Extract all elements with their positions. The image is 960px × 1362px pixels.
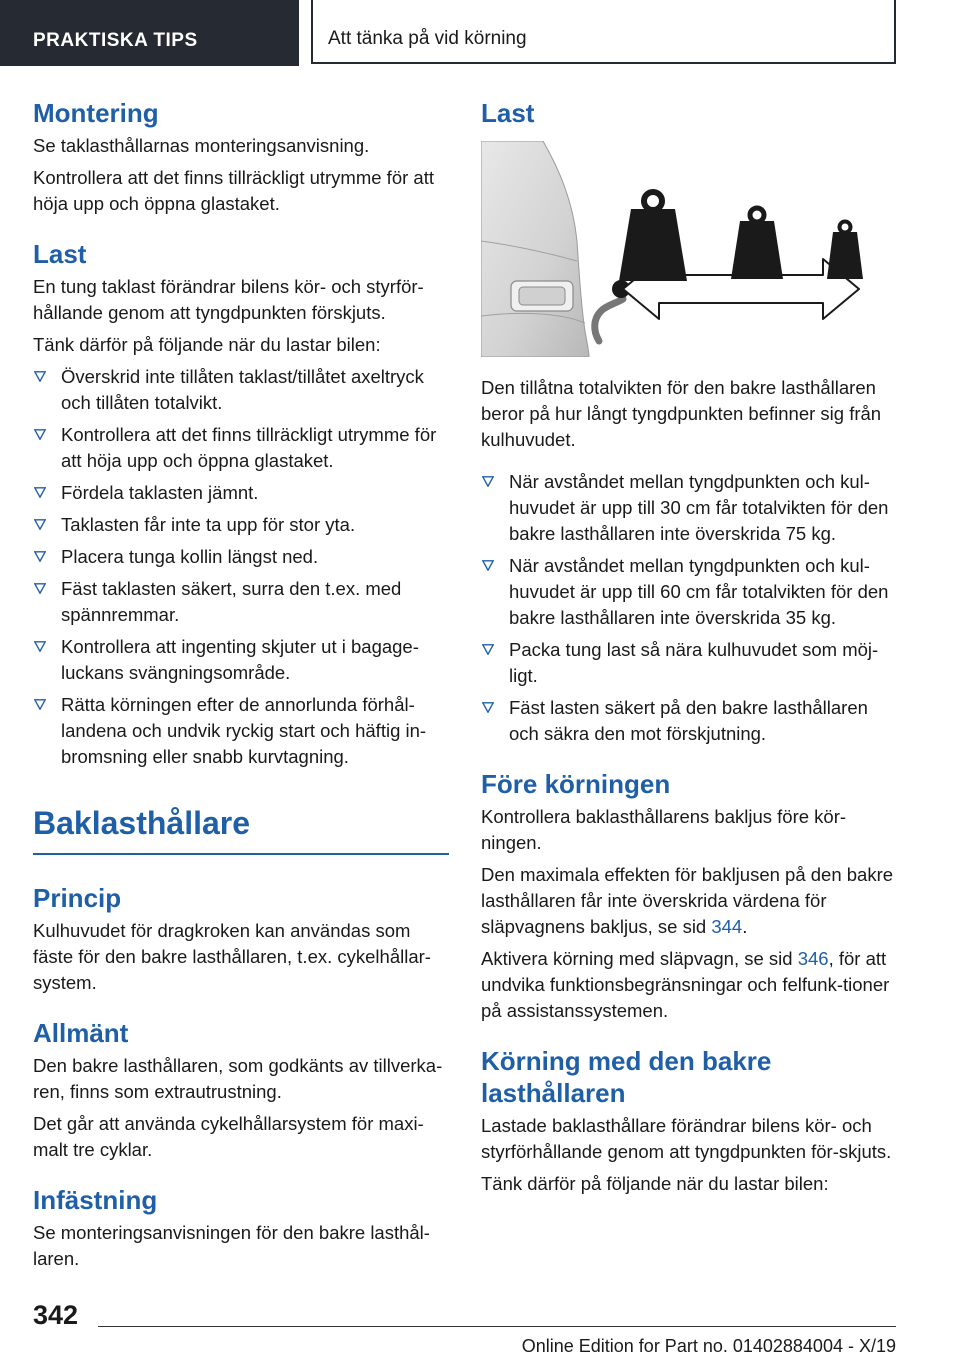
- heading-montering: Montering: [33, 98, 159, 128]
- triangle-bullet-icon: [482, 476, 494, 487]
- rear-load-carrier-illustration: [481, 141, 896, 357]
- list-item: Kontrollera att det finns tillräckligt utrymme för att höja upp och öppna glastaket.: [33, 422, 449, 474]
- last-text-2: Tänk därför på följande när du lastar bilen:: [33, 334, 381, 356]
- left-column: [33, 98, 449, 1272]
- last-list: [33, 364, 449, 770]
- heading-last: Last: [33, 239, 87, 270]
- chapter-title: Att tänka på vid körning: [311, 0, 896, 64]
- princip-text: Kulhuvudet för dragkroken kan användas som fäste för den bakre lasthållaren, t.ex. cykelhållar-system.: [33, 919, 431, 993]
- right-last-list: [481, 469, 901, 747]
- heading-baklasthallare: Baklasthållare: [33, 804, 449, 854]
- heading-fore-korningen: Före körningen: [481, 769, 671, 800]
- last-text-1: En tung taklast förändrar bilens kör- och styrför-hållande genom att tyngdpunkten förskjuts.: [33, 276, 424, 324]
- list-item: När avståndet mellan tyngdpunkten och kul-huvudet är upp till 60 cm får totalvikten för den bakre lasthållaren inte överskrida 35 kg.: [481, 553, 901, 631]
- triangle-bullet-icon: [34, 583, 46, 594]
- weight-icon-large: [619, 192, 687, 281]
- list-item: Kontrollera att ingenting skjuter ut i bagage-luckans svängningsområde.: [33, 634, 449, 686]
- triangle-bullet-icon: [34, 487, 46, 498]
- section-title: PRAKTISKA TIPS: [0, 0, 299, 66]
- triangle-bullet-icon: [482, 560, 494, 571]
- korning-text-2: Tänk därför på följande när du lastar bilen:: [481, 1172, 829, 1194]
- page-number: 342: [33, 1300, 79, 1330]
- infastning-text: Se monteringsanvisningen för den bakre lasthål-laren.: [33, 1222, 430, 1270]
- page-header: [0, 0, 960, 66]
- allmant-text-1: Den bakre lasthållaren, som godkänts av tillverka-ren, finns som extrautrustning.: [33, 1055, 443, 1103]
- list-item: Fäst lasten säkert på den bakre lasthållaren och säkra den mot förskjutning.: [481, 695, 901, 747]
- fore-text-1: Kontrollera baklasthållarens bakljus före kör-ningen.: [481, 806, 847, 854]
- triangle-bullet-icon: [34, 551, 46, 562]
- korning-text-1: Lastade baklasthållare förändrar bilens kör- och styrförhållande genom att tyngdpunkten för-skjuts.: [481, 1114, 892, 1162]
- page-link-344[interactable]: 344: [711, 916, 743, 938]
- heading-korning-bakre: Körning med den bakre lasthållaren: [481, 1046, 772, 1108]
- list-item: Taklasten får inte ta upp för stor yta.: [33, 512, 449, 538]
- allmant-text-2: Det går att använda cykelhållarsystem för maxi-malt tre cyklar.: [33, 1113, 424, 1161]
- fore-text-3: Aktivera körning med släpvagn, se sid 346, för att undvika funktionsbegränsningar och felfunk-tioner på assistanssystemen.: [481, 948, 890, 1022]
- triangle-bullet-icon: [34, 641, 46, 652]
- weight-icon-small: [827, 222, 863, 280]
- triangle-bullet-icon: [34, 371, 46, 382]
- heading-last-right: Last: [481, 98, 535, 128]
- montering-text-2: Kontrollera att det finns tillräckligt utrymme för att höja upp och öppna glastaket.: [33, 167, 434, 215]
- list-item: Rätta körningen efter de annorlunda förhål-landena och undvik ryckig start och häftig in-bromsning eller snabb kurvtagning.: [33, 692, 449, 770]
- triangle-bullet-icon: [34, 429, 46, 440]
- fore-text-2: Den maximala effekten för bakljusen på den bakre lasthållaren får inte överskrida värdena för släpvagnens bakljus, se sid 344.: [481, 864, 894, 938]
- right-column: [481, 98, 901, 1197]
- triangle-bullet-icon: [34, 519, 46, 530]
- weight-icon-medium: [731, 208, 783, 279]
- list-item: Fäst taklasten säkert, surra den t.ex. med spännremmar.: [33, 576, 449, 628]
- footer-divider: [98, 1326, 896, 1327]
- list-item: Packa tung last så nära kulhuvudet som möj-ligt.: [481, 637, 901, 689]
- triangle-bullet-icon: [482, 644, 494, 655]
- montering-text-1: Se taklasthållarnas monteringsanvisning.: [33, 135, 370, 157]
- edition-note: Online Edition for Part no. 01402884004 - X/19: [521, 1336, 896, 1356]
- triangle-bullet-icon: [482, 702, 494, 713]
- triangle-bullet-icon: [34, 699, 46, 710]
- page-link-346[interactable]: 346: [797, 948, 829, 970]
- tow-hook-shape: [595, 299, 623, 341]
- list-item: Fördela taklasten jämnt.: [33, 480, 449, 506]
- heading-infastning: Infästning: [33, 1185, 158, 1216]
- list-item: Överskrid inte tillåten taklast/tillåtet axeltryck och tillåten totalvikt.: [33, 364, 449, 416]
- list-item: När avståndet mellan tyngdpunkten och kul-huvudet är upp till 30 cm får totalvikten för den bakre lasthållaren inte överskrida 75 kg.: [481, 469, 901, 547]
- list-item: Placera tunga kollin längst ned.: [33, 544, 449, 570]
- heading-princip: Princip: [33, 882, 122, 913]
- heading-allmant: Allmänt: [33, 1017, 129, 1048]
- car-rear-shape: [481, 141, 589, 357]
- last-caption: Den tillåtna totalvikten för den bakre lasthållaren beror på hur långt tyngdpunkten befinner sig från kulhuvudet.: [481, 377, 882, 451]
